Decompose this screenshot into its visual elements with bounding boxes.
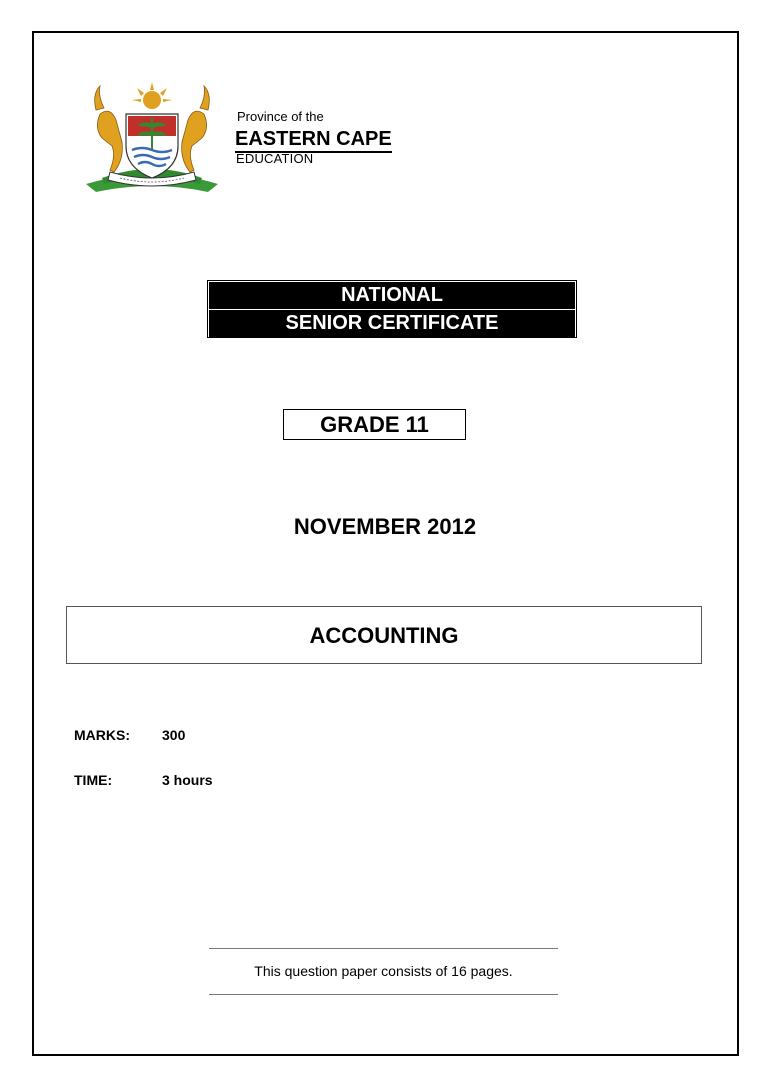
exam-date <box>0 514 768 540</box>
footer-rule-bottom <box>209 994 558 995</box>
certificate-banner <box>207 280 577 338</box>
coat-of-arms-icon <box>82 80 222 200</box>
grade-box: GRADE 11 <box>283 409 466 440</box>
subject-box: ACCOUNTING <box>66 606 702 664</box>
certificate-line-1: NATIONAL <box>209 282 575 309</box>
marks-value: 300 <box>162 727 186 743</box>
marks-label: MARKS: <box>74 727 130 743</box>
footer-rule-top <box>209 948 558 949</box>
time-value: 3 hours <box>162 772 213 788</box>
department-name: EDUCATION <box>236 151 314 166</box>
time-label: TIME: <box>74 772 113 788</box>
province-prefix: Province of the <box>237 109 324 124</box>
page-count-note: This question paper consists of 16 pages. <box>254 963 513 979</box>
province-name: EASTERN CAPE <box>235 127 392 153</box>
certificate-line-2: SENIOR CERTIFICATE <box>209 310 575 337</box>
exam-date-text: NOVEMBER 2012 <box>293 514 477 539</box>
